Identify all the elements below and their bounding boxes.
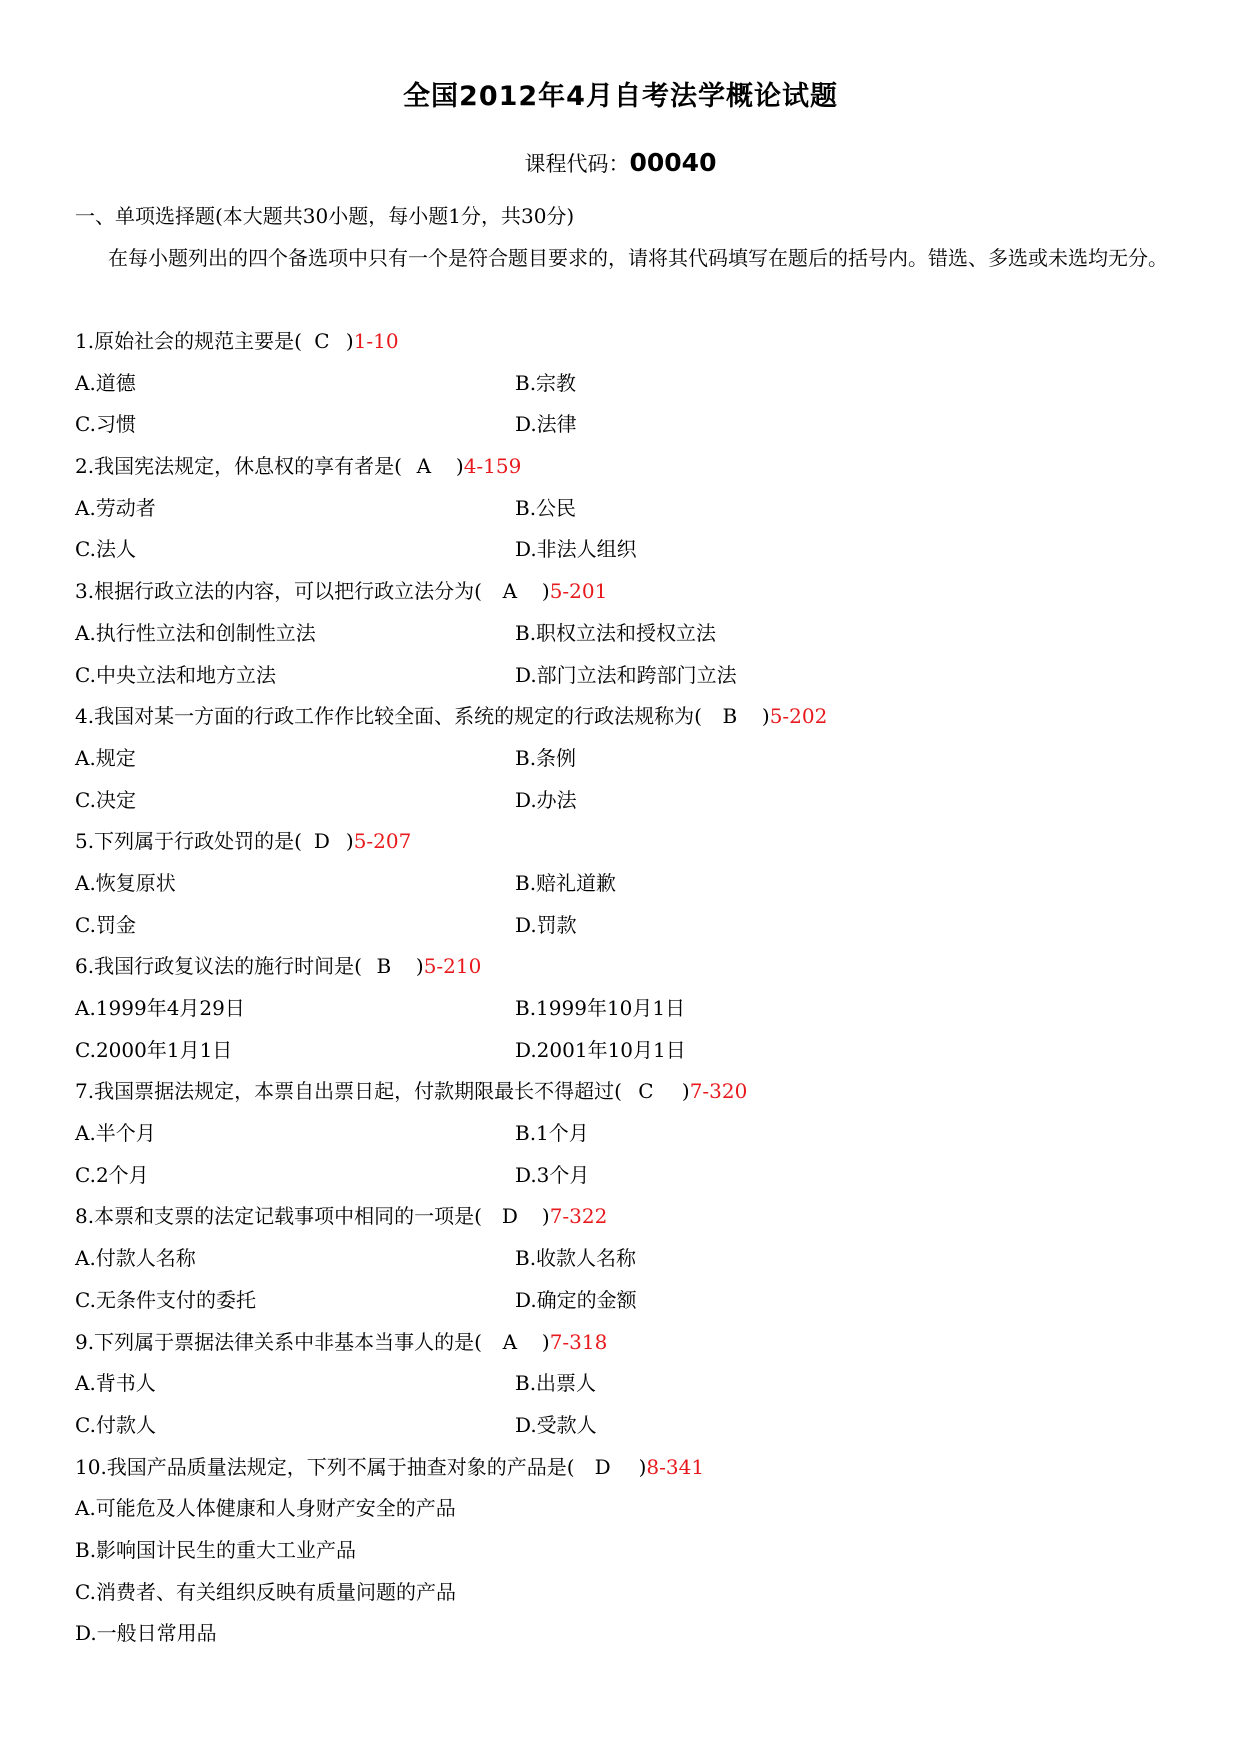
page-title: 全国2012年4月自考法学概论试题: [403, 81, 838, 112]
question-text: 10.我国产品质量法规定，下列不属于抽查对象的产品是(: [75, 1454, 575, 1479]
option-d: D.办法: [515, 787, 577, 812]
option-a: A.恢复原状: [75, 870, 176, 895]
option-b: B.宗教: [515, 370, 577, 395]
question-text: 4.我国对某一方面的行政工作作比较全面、系统的规定的行政法规称为(: [75, 704, 702, 729]
answer-letter: D: [313, 829, 330, 854]
question-stem: [75, 696, 1185, 738]
answer-letter: D: [501, 1204, 518, 1229]
course-label: 课程代码：: [524, 152, 630, 176]
option-row: [75, 1113, 1185, 1155]
close-paren: ): [638, 1454, 647, 1479]
close-paren: ): [541, 579, 550, 604]
option-a: A.付款人名称: [75, 1246, 196, 1271]
close-paren: ): [761, 704, 770, 729]
option-a: A.半个月: [75, 1121, 156, 1146]
question-text: 9.下列属于票据法律关系中非基本当事人的是(: [75, 1329, 482, 1354]
option-d: D.法律: [515, 412, 577, 437]
option-row: [75, 1405, 1185, 1447]
option-row: [75, 488, 1185, 530]
option-row: [75, 1030, 1185, 1072]
option-b: B.1个月: [515, 1121, 589, 1146]
option-b: B.公民: [515, 495, 577, 520]
option-d: D.3个月: [515, 1162, 590, 1187]
question-text: 5.下列属于行政处罚的是(: [75, 829, 302, 854]
page-ref: 4-159: [463, 454, 522, 479]
question-stem: [75, 821, 1185, 863]
course-code: 00040: [629, 148, 717, 177]
page-ref: 5-210: [423, 954, 482, 979]
option-row: [75, 404, 1185, 446]
option-d: D.受款人: [515, 1412, 597, 1437]
option-c: C.2个月: [75, 1162, 149, 1187]
question-text: 8.本票和支票的法定记载事项中相同的一项是(: [75, 1204, 482, 1229]
page-ref: 7-318: [549, 1329, 608, 1354]
course-code-line: [0, 148, 1241, 178]
question-stem: [75, 571, 1185, 613]
option-c: C.消费者、有关组织反映有质量问题的产品: [75, 1579, 456, 1604]
option-c: C.付款人: [75, 1412, 156, 1437]
option-c: C.2000年1月1日: [75, 1037, 233, 1062]
section-heading: 一、单项选择题(本大题共30小题，每小题1分，共30分): [75, 204, 575, 228]
page-ref: 5-207: [353, 829, 412, 854]
page-ref: 7-320: [689, 1079, 748, 1104]
answer-letter: C: [314, 329, 330, 353]
option-d: D.罚款: [515, 912, 577, 937]
question-stem: [75, 1322, 1185, 1364]
option-d: D.2001年10月1日: [515, 1037, 686, 1062]
close-paren: ): [345, 329, 354, 353]
question-stem: [75, 446, 1185, 488]
option-row: [75, 1488, 1185, 1530]
option-c: C.法人: [75, 537, 136, 562]
page-ref: 7-322: [549, 1204, 608, 1229]
option-c: C.习惯: [75, 412, 136, 437]
close-paren: ): [681, 1079, 690, 1104]
option-b: B.出票人: [515, 1371, 597, 1396]
option-b: B.职权立法和授权立法: [515, 620, 717, 645]
close-paren: ): [345, 829, 354, 854]
question-text: 2.我国宪法规定，休息权的享有者是(: [75, 454, 402, 479]
section-instruction: 在每小题列出的四个备选项中只有一个是符合题目要求的，请将其代码填写在题后的括号内。错选、多选或未选均无分。: [108, 246, 1168, 270]
option-d: D.确定的金额: [515, 1287, 637, 1312]
option-row: [75, 988, 1185, 1030]
option-row: [75, 905, 1185, 947]
question-stem: [75, 1196, 1185, 1238]
option-a: A.劳动者: [75, 495, 156, 520]
option-row: [75, 1530, 1185, 1572]
question-stem: [75, 946, 1185, 988]
option-row: [75, 529, 1185, 571]
option-d: D.一般日常用品: [75, 1621, 217, 1646]
option-a: A.规定: [75, 745, 136, 770]
question-list: [75, 321, 1185, 1655]
close-paren: ): [455, 454, 464, 479]
option-row: [75, 780, 1185, 822]
option-c: C.罚金: [75, 912, 136, 937]
option-row: [75, 1155, 1185, 1197]
option-a: A.执行性立法和创制性立法: [75, 620, 316, 645]
option-d: D.部门立法和跨部门立法: [515, 662, 737, 687]
answer-letter: B: [376, 954, 392, 979]
question-stem: [75, 321, 1185, 363]
option-b: B.1999年10月1日: [515, 996, 686, 1020]
question-text: 1.原始社会的规范主要是(: [75, 329, 302, 353]
option-a: A.可能危及人体健康和人身财产安全的产品: [75, 1496, 456, 1521]
close-paren: ): [541, 1329, 550, 1354]
option-a: A.1999年4月29日: [75, 996, 245, 1020]
option-b: B.影响国计民生的重大工业产品: [75, 1537, 357, 1562]
option-a: A.背书人: [75, 1371, 156, 1396]
close-paren: ): [415, 954, 424, 979]
page-ref: 5-201: [549, 579, 608, 604]
question-text: 6.我国行政复议法的施行时间是(: [75, 954, 362, 979]
question-text: 7.我国票据法规定，本票自出票日起，付款期限最长不得超过(: [75, 1079, 622, 1104]
answer-letter: B: [722, 704, 738, 729]
option-row: [75, 1363, 1185, 1405]
option-row: [75, 1613, 1185, 1655]
answer-letter: D: [594, 1454, 611, 1479]
option-row: [75, 1572, 1185, 1614]
answer-letter: A: [416, 454, 432, 479]
option-d: D.非法人组织: [515, 537, 637, 562]
option-c: C.决定: [75, 787, 136, 812]
option-c: C.中央立法和地方立法: [75, 662, 276, 687]
option-row: [75, 655, 1185, 697]
option-a: A.道德: [75, 370, 136, 395]
option-row: [75, 863, 1185, 905]
page-ref: 8-341: [646, 1454, 705, 1479]
question-stem: [75, 1071, 1185, 1113]
option-row: [75, 363, 1185, 405]
question-text: 3.根据行政立法的内容，可以把行政立法分为(: [75, 579, 482, 604]
page-ref: 5-202: [769, 704, 828, 729]
option-b: B.条例: [515, 745, 577, 770]
option-row: [75, 738, 1185, 780]
answer-letter: C: [638, 1079, 654, 1104]
answer-letter: A: [502, 579, 518, 604]
option-b: B.赔礼道歉: [515, 870, 617, 895]
option-c: C.无条件支付的委托: [75, 1287, 256, 1312]
option-row: [75, 1280, 1185, 1322]
close-paren: ): [541, 1204, 550, 1229]
answer-letter: A: [502, 1329, 518, 1354]
option-b: B.收款人名称: [515, 1246, 637, 1271]
option-row: [75, 613, 1185, 655]
page-ref: 1-10: [353, 329, 399, 353]
question-stem: [75, 1447, 1185, 1489]
option-row: [75, 1238, 1185, 1280]
